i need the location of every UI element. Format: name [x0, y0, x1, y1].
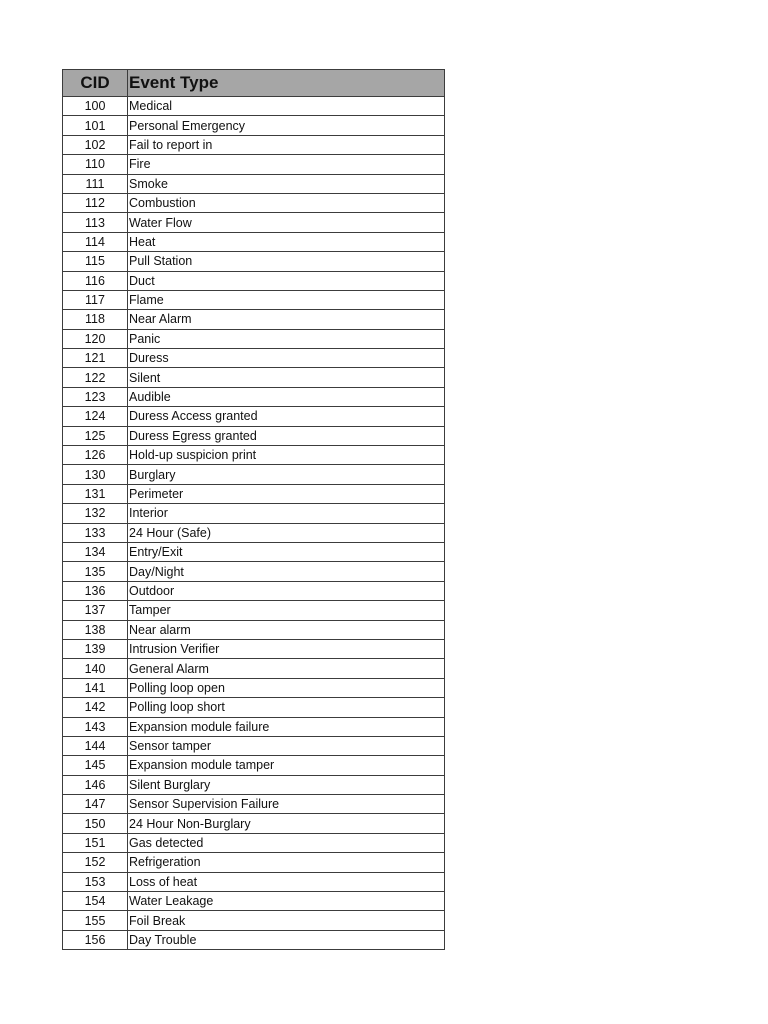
cid-cell: 120	[63, 329, 128, 348]
event-type-cell: Fire	[128, 155, 445, 174]
table-row	[63, 542, 445, 561]
table-row	[63, 484, 445, 503]
event-type-cell: Audible	[128, 387, 445, 406]
event-type-cell: Tamper	[128, 601, 445, 620]
cid-cell: 114	[63, 232, 128, 251]
table-row	[63, 426, 445, 445]
event-type-cell: 24 Hour (Safe)	[128, 523, 445, 542]
event-type-cell: Day Trouble	[128, 930, 445, 949]
cid-cell: 122	[63, 368, 128, 387]
cid-cell: 144	[63, 736, 128, 755]
event-type-cell: Pull Station	[128, 252, 445, 271]
table-row	[63, 814, 445, 833]
cid-cell: 146	[63, 775, 128, 794]
event-type-cell: Heat	[128, 232, 445, 251]
table-row	[63, 465, 445, 484]
event-type-cell: Medical	[128, 97, 445, 116]
event-type-cell: Perimeter	[128, 484, 445, 503]
column-header-event-type: Event Type	[128, 70, 445, 97]
event-type-cell: Entry/Exit	[128, 542, 445, 561]
event-type-cell: Combustion	[128, 193, 445, 212]
cid-cell: 132	[63, 504, 128, 523]
table-row	[63, 853, 445, 872]
table-row	[63, 97, 445, 116]
table-row	[63, 504, 445, 523]
cid-cell: 150	[63, 814, 128, 833]
cid-cell: 153	[63, 872, 128, 891]
table-row	[63, 678, 445, 697]
cid-cell: 154	[63, 892, 128, 911]
event-type-cell: Duct	[128, 271, 445, 290]
table-row	[63, 116, 445, 135]
cid-cell: 156	[63, 930, 128, 949]
cid-cell: 121	[63, 349, 128, 368]
event-type-cell: Sensor tamper	[128, 736, 445, 755]
table-row	[63, 659, 445, 678]
table-row	[63, 271, 445, 290]
cid-cell: 143	[63, 717, 128, 736]
cid-cell: 137	[63, 601, 128, 620]
column-header-cid: CID	[63, 70, 128, 97]
event-type-cell: Interior	[128, 504, 445, 523]
table-row	[63, 310, 445, 329]
cid-cell: 101	[63, 116, 128, 135]
event-type-cell: Near alarm	[128, 620, 445, 639]
cid-cell: 117	[63, 290, 128, 309]
cid-cell: 142	[63, 698, 128, 717]
cid-cell: 141	[63, 678, 128, 697]
event-type-cell: Gas detected	[128, 833, 445, 852]
cid-cell: 145	[63, 756, 128, 775]
table-row	[63, 756, 445, 775]
event-type-cell: Hold-up suspicion print	[128, 446, 445, 465]
event-type-cell: Polling loop short	[128, 698, 445, 717]
event-type-cell: Silent	[128, 368, 445, 387]
event-type-cell: Refrigeration	[128, 853, 445, 872]
event-type-cell: Near Alarm	[128, 310, 445, 329]
cid-cell: 115	[63, 252, 128, 271]
event-type-cell: Duress Access granted	[128, 407, 445, 426]
table-row	[63, 930, 445, 949]
table-row	[63, 717, 445, 736]
cid-cell: 126	[63, 446, 128, 465]
cid-cell: 100	[63, 97, 128, 116]
table-header	[63, 70, 445, 97]
event-type-cell: Water Flow	[128, 213, 445, 232]
table-row	[63, 601, 445, 620]
event-type-cell: Flame	[128, 290, 445, 309]
event-type-cell: Smoke	[128, 174, 445, 193]
event-type-cell: Polling loop open	[128, 678, 445, 697]
cid-cell: 130	[63, 465, 128, 484]
table-row	[63, 581, 445, 600]
cid-cell: 102	[63, 135, 128, 154]
cid-event-table	[62, 69, 445, 950]
event-type-cell: Outdoor	[128, 581, 445, 600]
cid-cell: 111	[63, 174, 128, 193]
event-type-cell: Expansion module tamper	[128, 756, 445, 775]
table-row	[63, 349, 445, 368]
table-body	[63, 97, 445, 950]
cid-cell: 131	[63, 484, 128, 503]
table-row	[63, 833, 445, 852]
table-row	[63, 736, 445, 755]
table-row	[63, 155, 445, 174]
table-row	[63, 620, 445, 639]
event-type-cell: Day/Night	[128, 562, 445, 581]
event-type-cell: Silent Burglary	[128, 775, 445, 794]
event-type-cell: Personal Emergency	[128, 116, 445, 135]
cid-cell: 110	[63, 155, 128, 174]
event-type-cell: Fail to report in	[128, 135, 445, 154]
cid-cell: 116	[63, 271, 128, 290]
event-type-cell: Burglary	[128, 465, 445, 484]
cid-cell: 125	[63, 426, 128, 445]
cid-cell: 133	[63, 523, 128, 542]
event-type-cell: Foil Break	[128, 911, 445, 930]
table-row	[63, 252, 445, 271]
table-row	[63, 193, 445, 212]
table-row	[63, 698, 445, 717]
cid-cell: 138	[63, 620, 128, 639]
table-row	[63, 290, 445, 309]
cid-cell: 112	[63, 193, 128, 212]
header-row	[63, 70, 445, 97]
event-type-cell: Intrusion Verifier	[128, 639, 445, 658]
table-row	[63, 639, 445, 658]
table-row	[63, 407, 445, 426]
event-type-cell: 24 Hour Non-Burglary	[128, 814, 445, 833]
table-row	[63, 911, 445, 930]
cid-cell: 113	[63, 213, 128, 232]
table-row	[63, 562, 445, 581]
cid-cell: 147	[63, 795, 128, 814]
cid-cell: 136	[63, 581, 128, 600]
cid-cell: 134	[63, 542, 128, 561]
event-type-cell: Loss of heat	[128, 872, 445, 891]
cid-cell: 139	[63, 639, 128, 658]
cid-cell: 135	[63, 562, 128, 581]
table-row	[63, 368, 445, 387]
event-type-cell: Panic	[128, 329, 445, 348]
table-row	[63, 775, 445, 794]
event-type-cell: Duress	[128, 349, 445, 368]
table-row	[63, 135, 445, 154]
event-type-cell: Sensor Supervision Failure	[128, 795, 445, 814]
table-row	[63, 387, 445, 406]
cid-cell: 155	[63, 911, 128, 930]
table-row	[63, 872, 445, 891]
cid-cell: 151	[63, 833, 128, 852]
table-row	[63, 446, 445, 465]
table-row	[63, 795, 445, 814]
table-row	[63, 232, 445, 251]
table-row	[63, 174, 445, 193]
table-row	[63, 213, 445, 232]
event-type-cell: Duress Egress granted	[128, 426, 445, 445]
event-type-cell: General Alarm	[128, 659, 445, 678]
table-row	[63, 523, 445, 542]
cid-cell: 118	[63, 310, 128, 329]
table-row	[63, 892, 445, 911]
cid-cell: 123	[63, 387, 128, 406]
cid-cell: 140	[63, 659, 128, 678]
cid-cell: 124	[63, 407, 128, 426]
event-type-cell: Water Leakage	[128, 892, 445, 911]
event-type-cell: Expansion module failure	[128, 717, 445, 736]
table-row	[63, 329, 445, 348]
cid-cell: 152	[63, 853, 128, 872]
